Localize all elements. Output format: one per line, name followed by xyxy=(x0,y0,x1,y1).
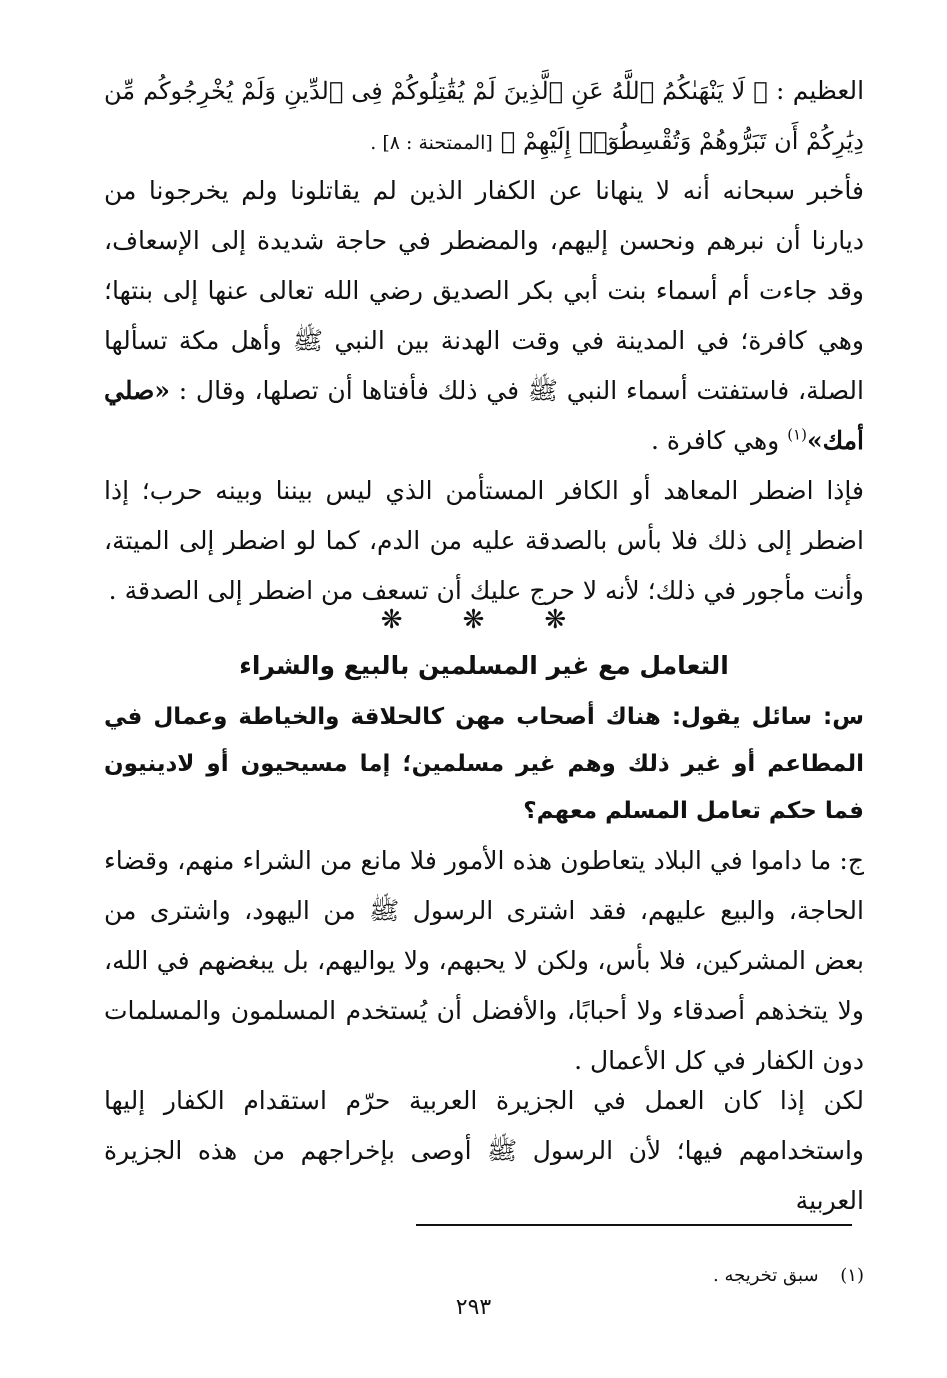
question-text: س: سائل يقول: هناك أصحاب مهن كالحلاقة والخياطة وعمال في المطاعم أو غير ذلك وهم غير مسلمين؛ إما مسيحيون أو لادينيون فما حكم تعامل المسلم معهم؟ xyxy=(104,704,864,824)
paragraph-4-text: لكن إذا كان العمل في الجزيرة العربية حرّم استقدام الكفار إليها واستخدامهم فيها؛ لأن الرسول ﷺ أوصى بإخراجهم من هذه الجزيرة العربية xyxy=(104,1086,864,1215)
footnote-number: (١) xyxy=(840,1265,864,1286)
footnote-marker[interactable]: (١) xyxy=(787,425,807,444)
separator-star-icon: ❋ xyxy=(462,605,485,635)
paragraph-1-tail: وهي كافرة . xyxy=(650,426,780,455)
paragraph-4 xyxy=(104,1076,864,1226)
question-paragraph xyxy=(104,694,864,835)
page-number: ٢٩٣ xyxy=(455,1295,492,1320)
paragraph-2-text: فإذا اضطر المعاهد أو الكافر المستأمن الذي ليس بيننا وبينه حرب؛ إذا اضطر إلى ذلك فلا بأس بالصدقة عليه من الدم، كما لو اضطر إلى الميتة، وأنت مأجور في ذلك؛ لأنه لا حرج عليك أن تسعف من اضطر إلى الصدقة . xyxy=(104,476,864,605)
paragraph-1 xyxy=(104,166,864,466)
quran-verse: ﴿ لَا يَنْهَىٰكُمُ ٱللَّهُ عَنِ ٱلَّذِينَ لَمْ يُقَٰتِلُوكُمْ فِى ٱلدِّينِ وَلَمْ يُخْرِجُوكُم مِّن دِيَٰرِكُمْ أَن تَبَرُّوهُمْ وَتُقْسِطُوٓا۟ إِلَيْهِمْ ﴾ xyxy=(104,77,864,155)
intro-lead: العظيم : xyxy=(775,76,865,105)
footnote-text: سبق تخريجه . xyxy=(713,1265,819,1286)
answer-text: ج: ما داموا في البلاد يتعاطون هذه الأمور فلا مانع من الشراء منهم، وقضاء الحاجة، والبيع عليهم، فقد اشترى الرسول ﷺ من اليهود، واشترى من بعض المشركين، فلا بأس، ولكن لا يحبهم، ولا يواليهم، بل يبغضهم في الله، ولا يتخذهم أصدقاء ولا أحبابًا، والأفضل أن يُستخدم المسلمون والمسلمات دون الكفار في كل الأعمال . xyxy=(104,846,864,1075)
verse-reference: [الممتحنة : ٨] . xyxy=(370,132,493,154)
answer-paragraph xyxy=(104,836,864,1086)
section-separator xyxy=(0,602,947,638)
paragraph-2 xyxy=(104,466,864,616)
intro-verse-paragraph xyxy=(104,66,864,168)
section-title: التعامل مع غير المسلمين بالبيع والشراء xyxy=(239,651,729,680)
separator-star-icon: ❋ xyxy=(544,605,567,635)
hadith-quote: «صلي أمك» xyxy=(104,376,864,455)
separator-star-icon: ❋ xyxy=(380,605,403,635)
footnote xyxy=(104,1262,864,1290)
paragraph-1-text: فأخبر سبحانه أنه لا ينهانا عن الكفار الذين لم يقاتلونا ولم يخرجونا من ديارنا أن نبرهم ونحسن إليهم، والمضطر في حاجة شديدة إلى الإسعاف، وقد جاءت أم أسماء بنت أبي بكر الصديق رضي الله تعالى عنها إلى بنتها؛ وهي كافرة؛ في المدينة في وقت الهدنة بين النبي ﷺ وأهل مكة تسألها الصلة، فاستفتت أسماء النبي ﷺ في ذلك فأفتاها أن تصلها، وقال : xyxy=(104,176,864,405)
footnote-divider xyxy=(416,1224,852,1226)
